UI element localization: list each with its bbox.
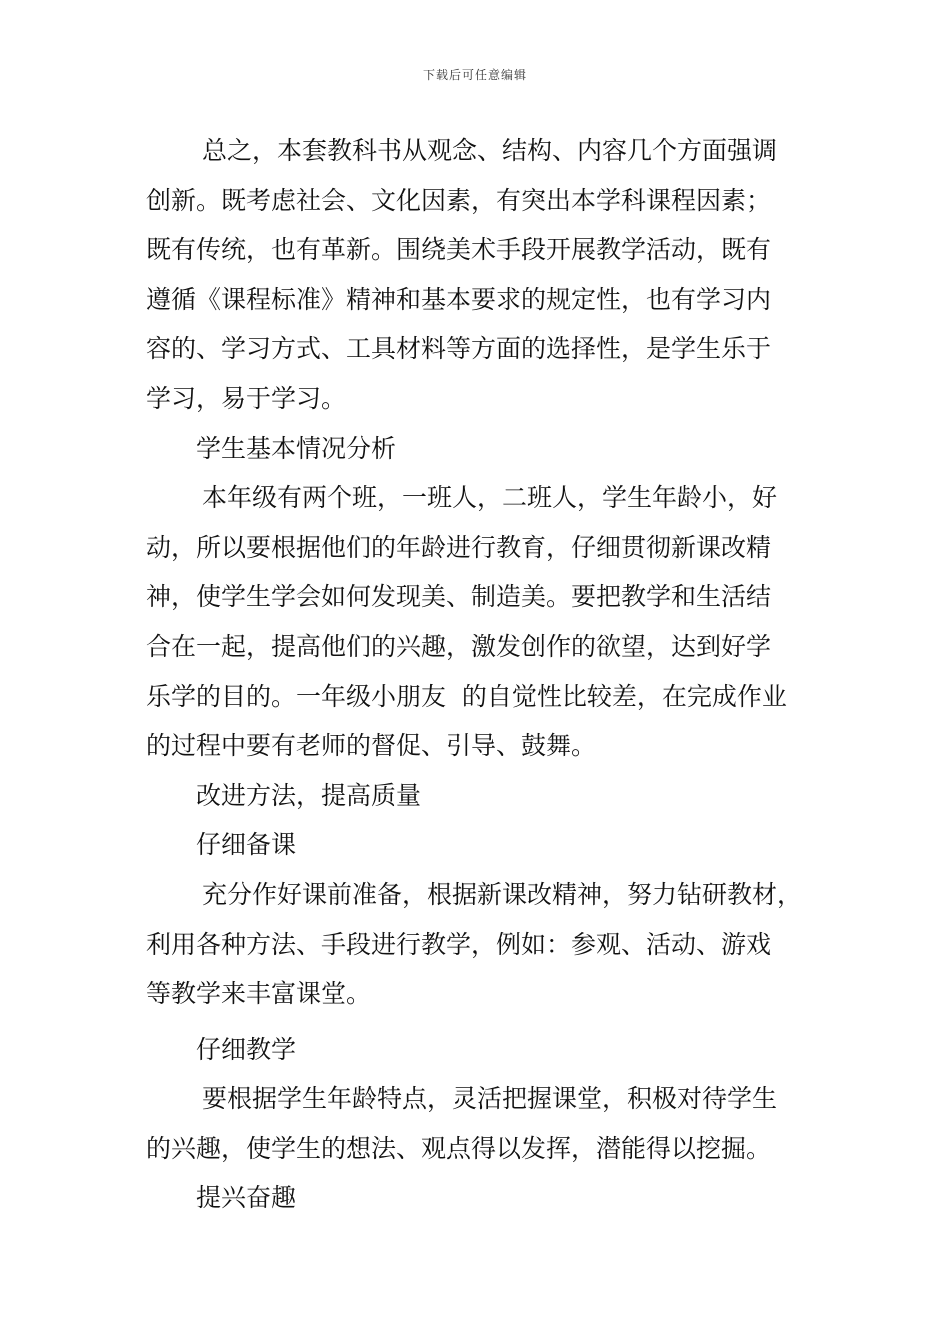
paragraph-line: 学习，易于学习。 <box>146 383 347 413</box>
paragraph-line: 的过程中要有老师的督促、引导、鼓舞。 <box>146 731 597 761</box>
section-heading-teaching: 仔细教学 <box>196 1034 297 1064</box>
section-heading-student-analysis: 学生基本情况分析 <box>196 433 397 463</box>
paragraph-teaching <box>146 1074 826 1173</box>
paragraph-line: 合在一起，提高他们的兴趣，激发创作的欲望，达到好学 <box>146 631 772 661</box>
paragraph-line: 充分作好课前准备，根据新课改精神，努力钻研教材， <box>202 879 803 909</box>
paragraph-student-analysis <box>146 473 826 771</box>
page-header-note: 下载后可任意编辑 <box>422 68 527 82</box>
paragraph-line: 遵循《课程标准》精神和基本要求的规定性，也有学习内 <box>146 284 772 314</box>
paragraph-line: 动，所以要根据他们的年龄进行教育，仔细贯彻新课改精 <box>146 532 772 562</box>
paragraph-line: 创新。既考虑社会、文化因素，有突出本学科课程因素； <box>146 185 772 215</box>
paragraph-line: 本年级有两个班，一班人，二班人，学生年龄小，好 <box>202 483 778 513</box>
paragraph-line: 要根据学生年龄特点，灵活把握课堂，积极对待学生 <box>202 1084 778 1114</box>
paragraph-line: 乐学的目的。一年级小朋友 的自觉性比较差，在完成作业 <box>146 681 787 711</box>
paragraph-line: 总之，本套教科书从观念、结构、内容几个方面强调 <box>202 136 778 165</box>
section-heading-improve-methods: 改进方法，提高质量 <box>196 780 422 810</box>
paragraph-line: 等教学来丰富课堂。 <box>146 979 372 1009</box>
section-heading-interest: 提兴奋趣 <box>196 1183 297 1213</box>
paragraph-line: 容的、学习方式、工具材料等方面的选择性，是学生乐于 <box>146 334 772 364</box>
paragraph-summary <box>146 126 826 424</box>
paragraph-line: 利用各种方法、手段进行教学，例如：参观、活动、游戏 <box>146 929 772 959</box>
document-body <box>146 126 826 1223</box>
paragraph-lesson-prep <box>146 870 826 1019</box>
paragraph-line: 既有传统，也有革新。围绕美术手段开展教学活动，既有 <box>146 235 772 265</box>
section-heading-lesson-prep: 仔细备课 <box>196 830 297 860</box>
paragraph-line: 神，使学生学会如何发现美、制造美。要把教学和生活结 <box>146 582 772 612</box>
paragraph-line: 的兴趣，使学生的想法、观点得以发挥，潜能得以挖掘。 <box>146 1133 772 1163</box>
